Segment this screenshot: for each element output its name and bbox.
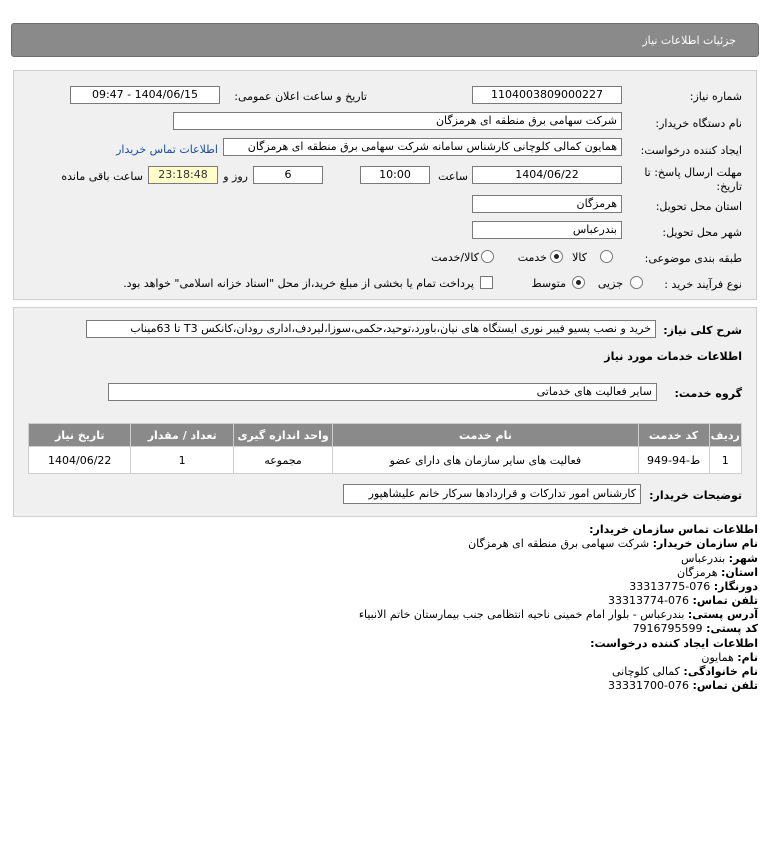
- category-option-goods-service: کالا/خدمت: [431, 251, 479, 264]
- creator-section: [590, 637, 758, 650]
- deadline-time-label: ساعت: [438, 170, 468, 183]
- creator-phone-label: تلفن تماس:: [692, 679, 758, 692]
- contact-postal-line: [633, 622, 758, 635]
- creator-phone: 076-33331700: [608, 679, 690, 692]
- contact-address-label: آدرس پستی:: [687, 608, 758, 621]
- col-quantity: تعداد / مقدار: [131, 424, 233, 447]
- page-header: [11, 23, 759, 57]
- creator-family-label: نام خانوادگی:: [683, 665, 758, 678]
- creator-family-line: [612, 665, 758, 678]
- contact-postal: 7916795599: [632, 622, 703, 635]
- col-service-code: کد خدمت: [638, 424, 709, 447]
- creator-title: اطلاعات ایجاد کننده درخواست:: [590, 637, 758, 650]
- col-need-date: تاریخ نیاز: [29, 424, 131, 447]
- description-field: خرید و نصب پسیو فیبر نوری ایستگاه های نیان،باورد،توحید،حکمی،سوزا،لیردف،اداری رودان،کانکس T3 تا 63میناب: [86, 320, 656, 338]
- deadline-date-label: تاریخ:: [716, 180, 742, 193]
- contact-phone-line: [608, 594, 758, 607]
- contact-province-line: [677, 566, 758, 579]
- creator-family: کمالی کلوچانی: [612, 665, 680, 678]
- deadline-time-field: 10:00: [360, 166, 430, 184]
- buyer-org-label: نام دستگاه خریدار:: [655, 117, 742, 130]
- cell-unit: مجموعه: [233, 447, 332, 474]
- process-radio-minor[interactable]: [630, 276, 643, 289]
- contact-fax-label: دورنگار:: [713, 580, 758, 593]
- city-field: بندرعباس: [472, 221, 622, 239]
- contact-address: بندرعباس - بلوار امام خمینی ناحیه انتظامی جنب بیمارستان خاتم الانبیاء: [358, 608, 685, 621]
- category-radio-service[interactable]: [550, 250, 563, 263]
- contact-province: هرمزگان: [677, 566, 718, 579]
- creator-name-label: نام:: [737, 651, 758, 664]
- contact-title: اطلاعات تماس سازمان خریدار:: [589, 523, 758, 536]
- cell-row: 1: [709, 447, 741, 474]
- buyer-org-field: شرکت سهامی برق منطقه ای هرمزگان: [173, 112, 622, 130]
- days-field: 6: [253, 166, 323, 184]
- cell-service-code: ط-94-949: [638, 447, 709, 474]
- category-option-service: خدمت: [517, 251, 547, 264]
- category-radio-goods[interactable]: [600, 250, 613, 263]
- services-table: [28, 423, 742, 474]
- contact-phone: 076-33313774: [608, 594, 690, 607]
- cell-need-date: 1404/06/22: [29, 447, 131, 474]
- cell-service-name: فعالیت های سایر سازمان های دارای عضو: [333, 447, 638, 474]
- days-label: روز و: [223, 170, 248, 183]
- treasury-payment-checkbox[interactable]: [480, 276, 493, 289]
- service-group-field: سایر فعالیت های خدماتی: [108, 383, 657, 401]
- creator-field: همایون کمالی کلوچانی کارشناس سامانه شرکت سهامی برق منطقه ای هرمزگان: [223, 138, 622, 156]
- deadline-label: مهلت ارسال پاسخ: تا: [644, 166, 742, 179]
- contact-fax-line: [629, 580, 758, 593]
- contact-address-line: [359, 608, 758, 621]
- contact-org-line: [468, 537, 758, 550]
- description-label: شرح کلی نیاز:: [663, 324, 742, 337]
- province-field: هرمزگان: [472, 195, 622, 213]
- contact-org: شرکت سهامی برق منطقه ای هرمزگان: [468, 537, 650, 550]
- announce-label: تاریخ و ساعت اعلان عمومی:: [234, 90, 367, 103]
- contact-city-label: شهر:: [728, 552, 758, 565]
- announce-field: 1404/06/15 - 09:47: [70, 86, 220, 104]
- need-number-label: شماره نیاز:: [689, 90, 742, 103]
- category-radio-goods-service[interactable]: [481, 250, 494, 263]
- treasury-payment-note: پرداخت تمام یا بخشی از مبلغ خرید،از محل "اسناد خزانه اسلامی" خواهد بود.: [123, 277, 474, 290]
- contact-phone-label: تلفن تماس:: [692, 594, 758, 607]
- buyer-notes-field: کارشناس امور تدارکات و قراردادها سرکار خانم علیشاهپور: [343, 484, 641, 504]
- category-label: طبقه بندی موضوعی:: [644, 252, 742, 265]
- need-number-field: 1104003809000227: [472, 86, 622, 104]
- need-details-panel: [13, 70, 757, 300]
- process-label: نوع فرآیند خرید :: [664, 278, 742, 291]
- remaining-label: ساعت باقی مانده: [61, 170, 143, 183]
- contact-city: بندرعباس: [681, 552, 726, 565]
- remaining-time-field: 23:18:48: [148, 166, 218, 184]
- services-section-title: اطلاعات خدمات مورد نیاز: [604, 350, 742, 363]
- deadline-date-field: 1404/06/22: [472, 166, 622, 184]
- process-option-medium: متوسط: [531, 277, 566, 290]
- creator-phone-line: [608, 679, 758, 692]
- category-option-goods: کالا: [572, 251, 587, 264]
- process-option-minor: جزیی: [597, 277, 623, 290]
- page-title: جزئیات اطلاعات نیاز: [642, 34, 736, 47]
- creator-name: همایون: [701, 651, 734, 664]
- creator-label: ایجاد کننده درخواست:: [640, 144, 742, 157]
- buyer-notes-label: توضیحات خریدار:: [649, 489, 742, 502]
- buyer-contact-link[interactable]: اطلاعات تماس خریدار: [116, 143, 218, 156]
- contact-section: [589, 523, 758, 536]
- col-service-name: نام خدمت: [333, 424, 638, 447]
- col-unit: واحد اندازه گیری: [233, 424, 332, 447]
- contact-city-line: [681, 552, 758, 565]
- contact-fax: 076-33313775: [629, 580, 711, 593]
- contact-province-label: استان:: [721, 566, 758, 579]
- province-label: استان محل تحویل:: [655, 200, 742, 213]
- city-label: شهر محل تحویل:: [662, 226, 742, 239]
- contact-org-label: نام سازمان خریدار:: [652, 537, 758, 550]
- table-row: [29, 447, 742, 474]
- col-row: ردیف: [709, 424, 741, 447]
- contact-postal-label: کد پستی:: [706, 622, 758, 635]
- cell-quantity: 1: [131, 447, 233, 474]
- process-radio-medium[interactable]: [572, 276, 585, 289]
- creator-name-line: [701, 651, 758, 664]
- service-group-label: گروه خدمت:: [674, 387, 742, 400]
